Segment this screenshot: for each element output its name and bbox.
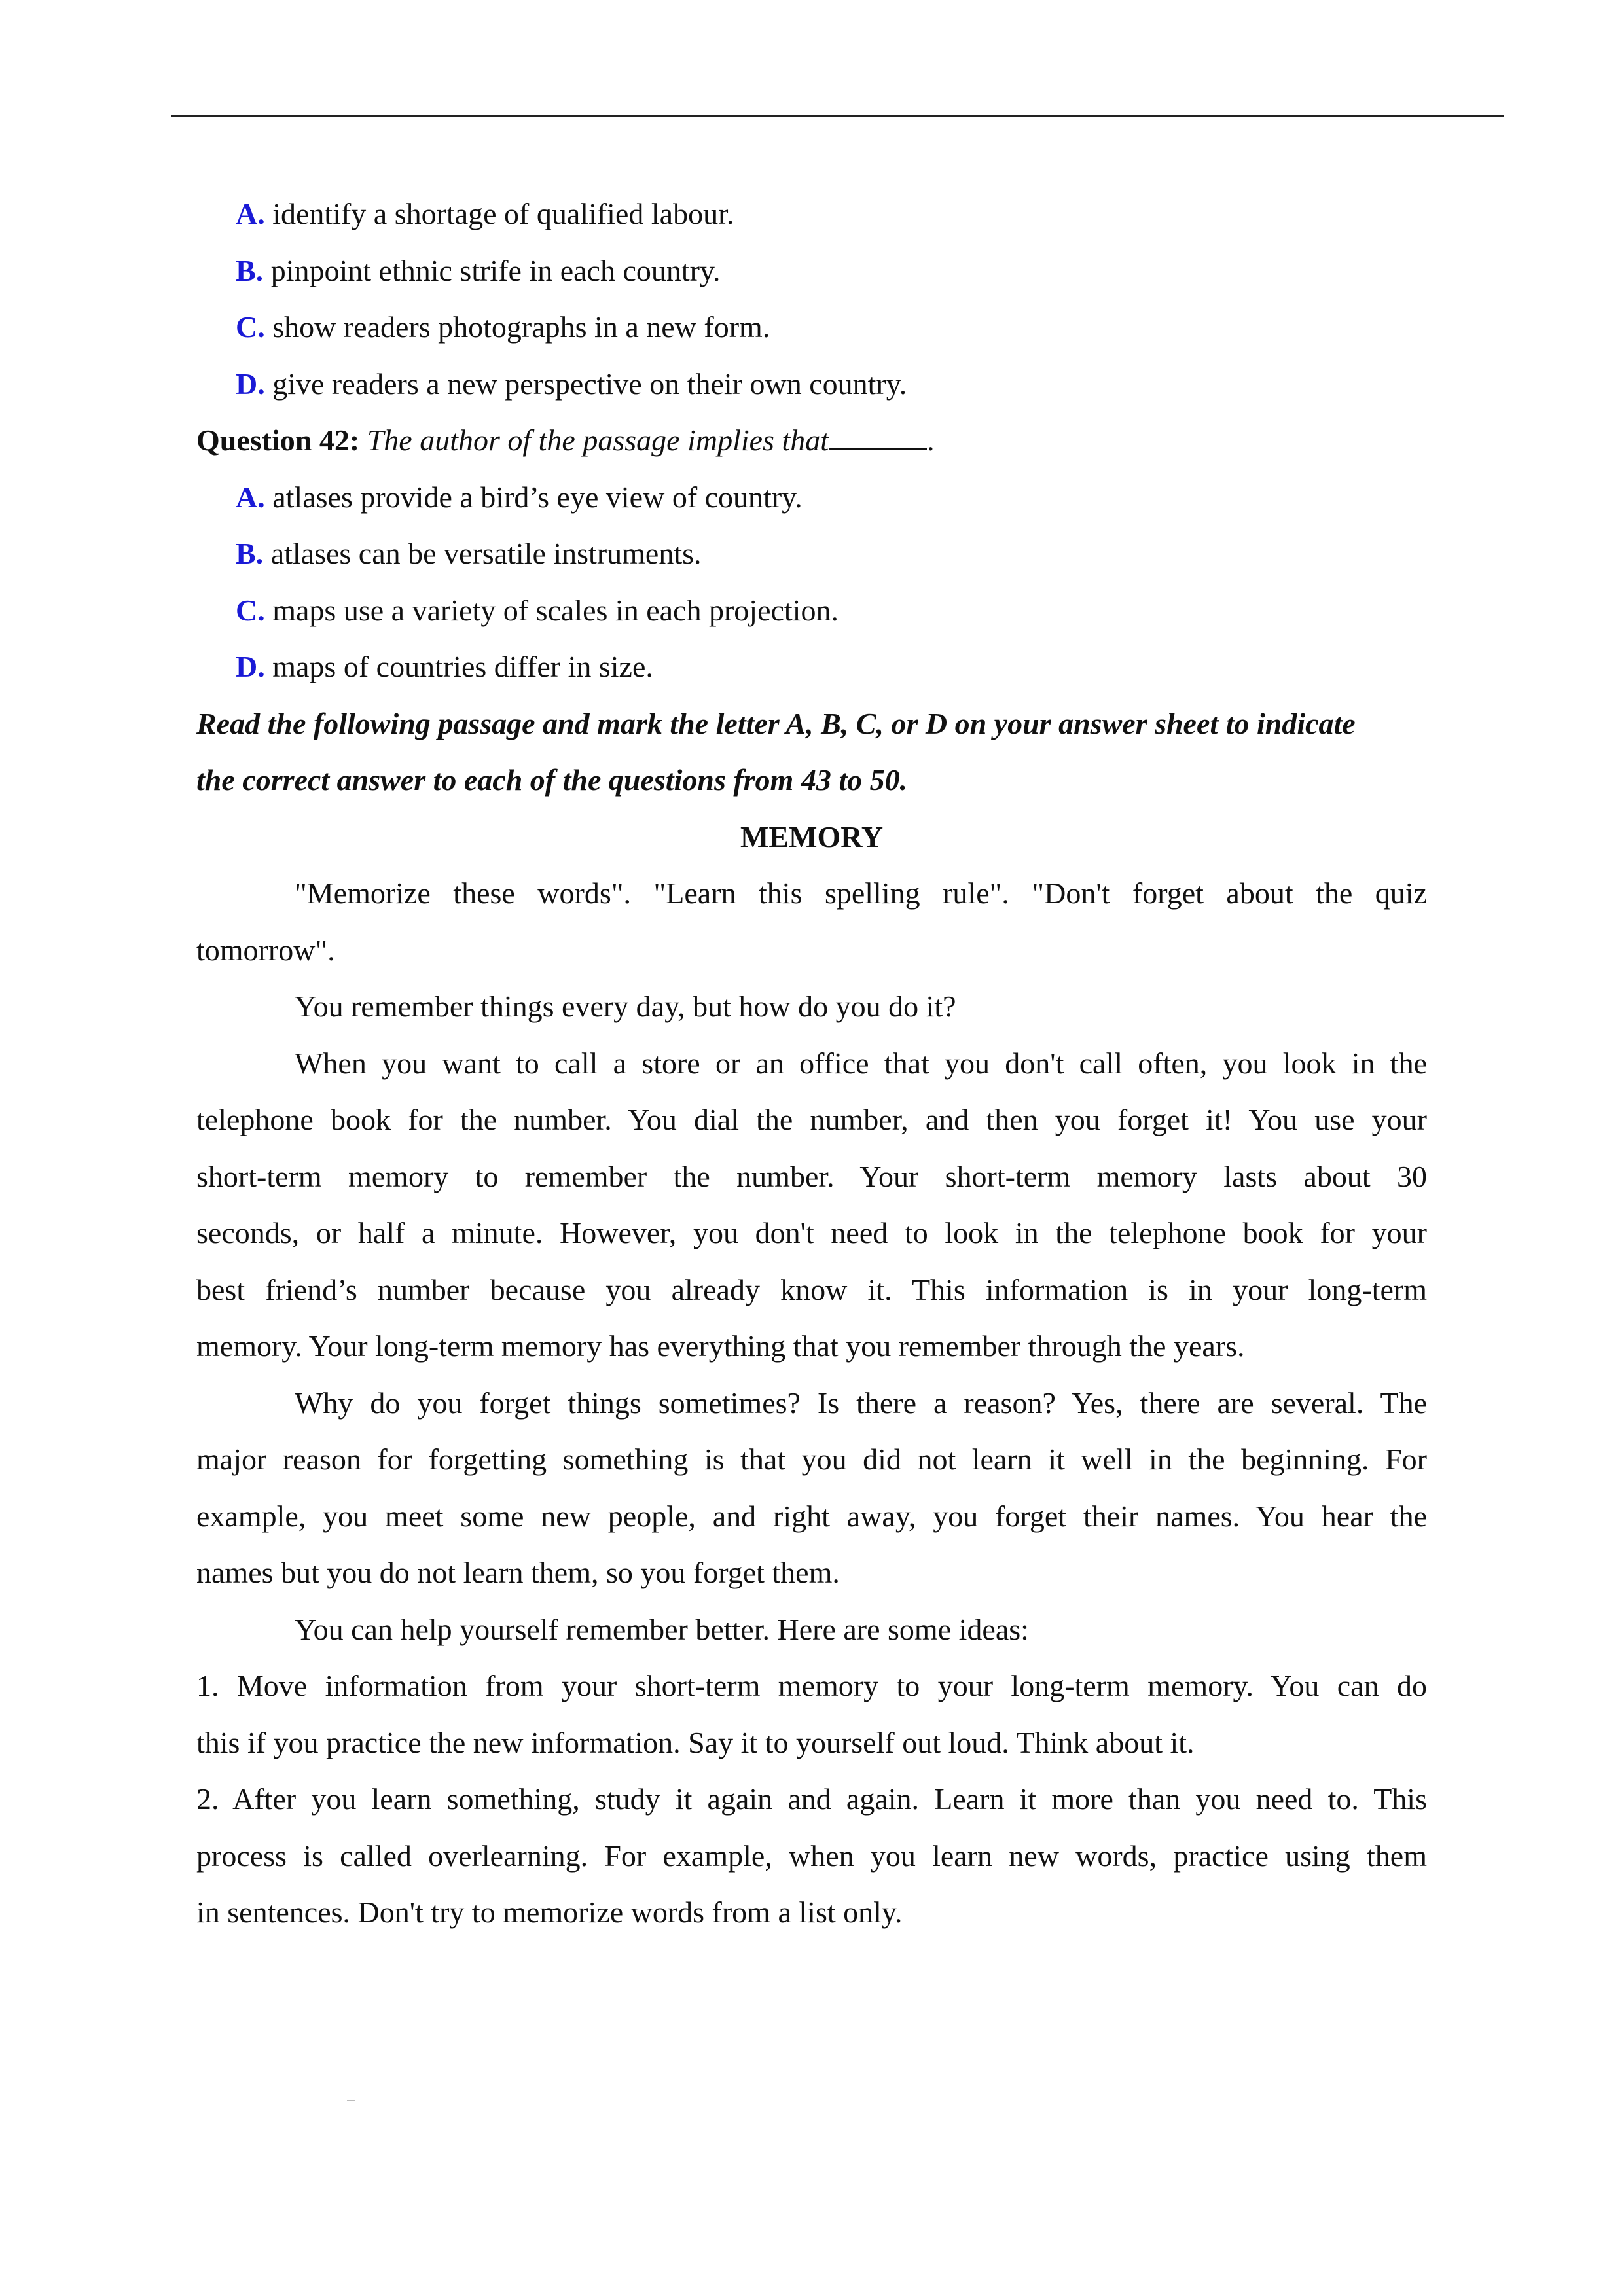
question-end: . (927, 423, 935, 457)
option-letter: A. (236, 480, 265, 514)
option-text: maps of countries differ in size. (272, 650, 653, 683)
instruction-line-1: Read the following passage and mark the letter A, B, C, or D on your answer sheet to indicate (196, 707, 1356, 740)
passage-line: major reason for forgetting something is that you did not learn it well in the beginning. For (196, 1443, 1427, 1476)
option-letter: A. (236, 197, 265, 230)
q41-option-d[interactable] (236, 365, 1466, 404)
passage-line: this if you practice the new information. Say it to yourself out loud. Think about it. (196, 1726, 1195, 1759)
q41-option-a[interactable] (236, 194, 1466, 234)
q42-option-b[interactable] (236, 534, 1466, 573)
option-letter: D. (236, 367, 265, 401)
passage-line: telephone book for the number. You dial the number, and then you forget it! You use your (196, 1103, 1427, 1136)
option-text: atlases provide a bird’s eye view of country. (272, 480, 803, 514)
q41-option-c[interactable] (236, 308, 1466, 347)
q42-option-a[interactable] (236, 478, 1466, 517)
q42-stem (196, 421, 1427, 460)
passage-line: You can help yourself remember better. Here are some ideas: (295, 1613, 1029, 1646)
option-text: atlases can be versatile instruments. (270, 537, 702, 570)
passage-line: example, you meet some new people, and right away, you forget their names. You hear the (196, 1499, 1427, 1533)
passage-line: Why do you forget things sometimes? Is there a reason? Yes, there are several. The (295, 1386, 1427, 1420)
question-number: Question 42: (196, 423, 360, 457)
scan-mark (347, 2100, 355, 2101)
option-letter: C. (236, 310, 265, 344)
passage-line: seconds, or half a minute. However, you don't need to look in the telephone book for your (196, 1216, 1427, 1249)
option-text: identify a shortage of qualified labour. (272, 197, 734, 230)
q42-option-c[interactable] (236, 591, 1466, 630)
passage-line: 2. After you learn something, study it again and again. Learn it more than you need to. This (196, 1782, 1427, 1816)
passage-title: MEMORY (740, 820, 884, 853)
passage-line: best friend’s number because you already know it. This information is in your long-term (196, 1273, 1427, 1306)
passage-line: 1. Move information from your short-term memory to your long-term memory. You can do (196, 1669, 1427, 1702)
option-text: maps use a variety of scales in each projection. (272, 594, 839, 627)
option-letter: B. (236, 537, 264, 570)
passage-line: When you want to call a store or an office that you don't call often, you look in the (295, 1047, 1427, 1080)
passage-line: memory. Your long-term memory has everything that you remember through the years. (196, 1329, 1245, 1363)
question-text: The author of the passage implies that (367, 423, 829, 457)
option-text: show readers photographs in a new form. (272, 310, 770, 344)
passage-line: process is called overlearning. For example, when you learn new words, practice using them (196, 1839, 1427, 1873)
option-letter: B. (236, 254, 264, 287)
passage-line: in sentences. Don't try to memorize words from a list only. (196, 1895, 903, 1929)
header-rule (171, 115, 1504, 117)
option-text: pinpoint ethnic strife in each country. (270, 254, 721, 287)
option-text: give readers a new perspective on their own country. (272, 367, 907, 401)
passage-line: "Memorize these words". "Learn this spelling rule". "Don't forget about the quiz (295, 876, 1427, 910)
answer-blank (829, 422, 927, 450)
option-letter: C. (236, 594, 265, 627)
passage-line: tomorrow". (196, 933, 335, 967)
q41-option-b[interactable] (236, 251, 1466, 291)
passage-line: short-term memory to remember the number. Your short-term memory lasts about 30 (196, 1160, 1427, 1193)
instruction-line-2: the correct answer to each of the questions from 43 to 50. (196, 763, 908, 797)
passage-line: You remember things every day, but how do you do it? (295, 990, 956, 1023)
q42-option-d[interactable] (236, 647, 1466, 687)
passage-line: names but you do not learn them, so you forget them. (196, 1556, 840, 1589)
option-letter: D. (236, 650, 265, 683)
